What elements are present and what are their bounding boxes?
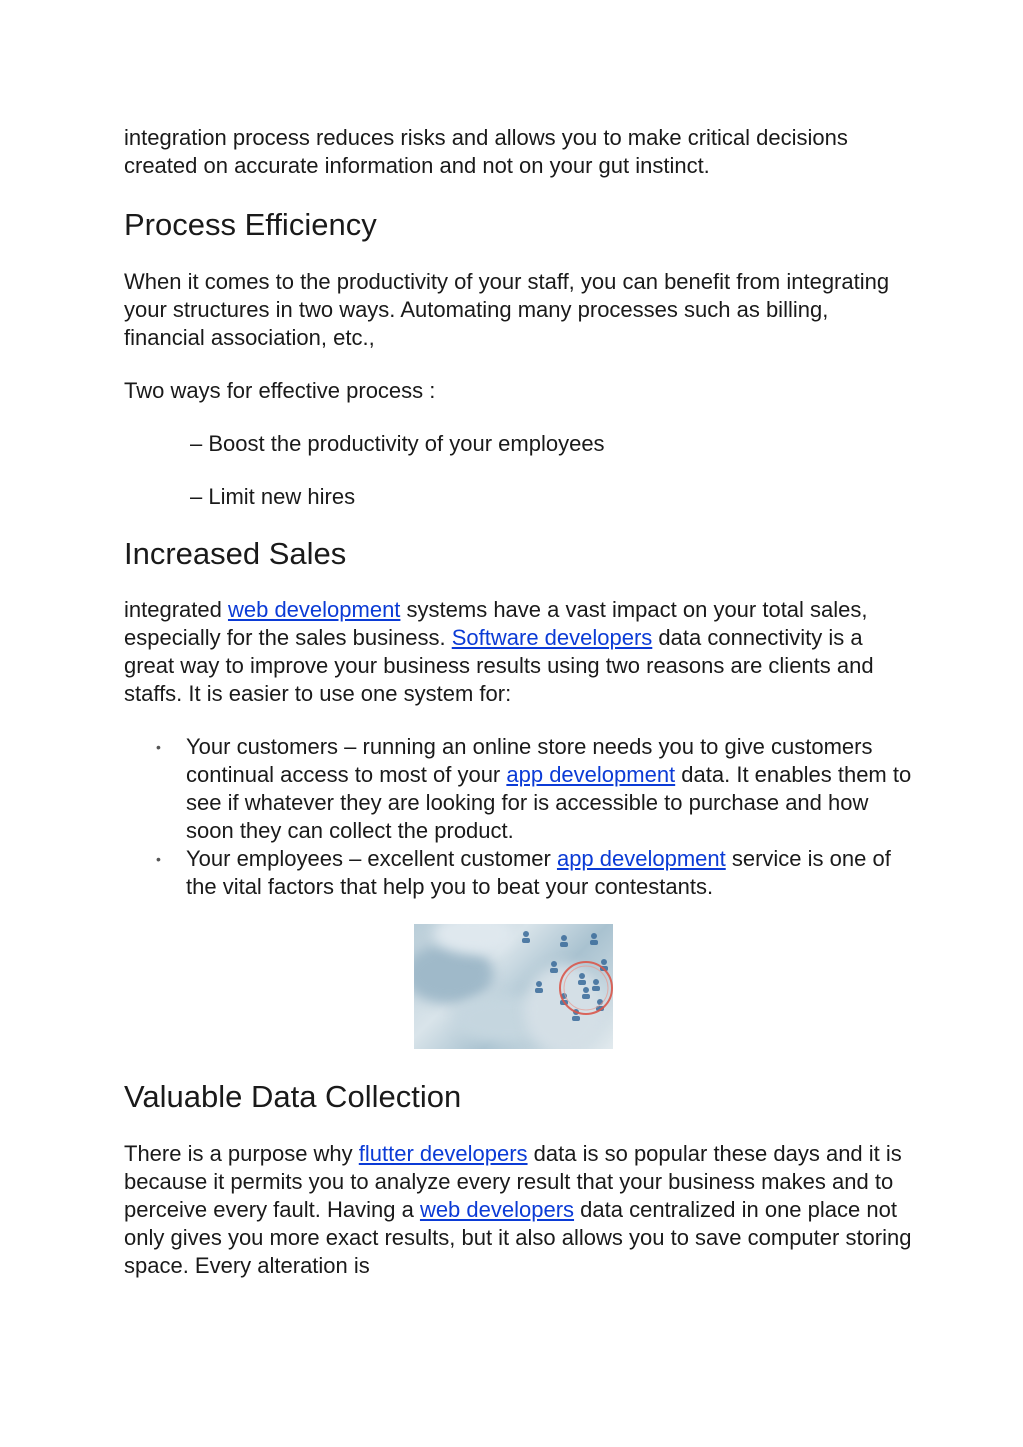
process-paragraph: When it comes to the productivity of your staff, you can benefit from integrating your structures in two ways. Automating many processes such as billing, financial association, etc., <box>124 269 890 350</box>
web-development-link[interactable]: web development <box>227 597 401 622</box>
valuable-data-collection-heading: Valuable Data Collection <box>124 1079 462 1114</box>
web-developers-link[interactable]: web developers <box>419 1197 575 1222</box>
document-page <box>124 124 914 1280</box>
intro-paragraph: integration process reduces risks and allows you to make critical decisions created on accurate information and not on your gut instinct. <box>124 125 848 178</box>
software-developers-link[interactable]: Software developers <box>451 625 653 650</box>
sales-paragraph: integrated web development systems have a vast impact on your total sales, especially for the sales business. Software developers data connectivity is a great way to improve your business results using two reasons are clients and staffs. It is easier to use one system for: <box>124 597 874 706</box>
two-ways-text: Two ways for effective process : <box>124 378 436 403</box>
app-development-link[interactable]: app development <box>506 762 676 787</box>
app-development-link-2[interactable]: app development <box>556 846 726 871</box>
figure-container <box>124 924 914 1049</box>
flutter-developers-link[interactable]: flutter developers <box>358 1141 528 1166</box>
process-efficiency-heading: Process Efficiency <box>124 207 377 242</box>
network-people-icon <box>414 924 613 1049</box>
increased-sales-heading: Increased Sales <box>124 536 347 571</box>
list-item-employees: • Your employees – excellent customer app development service is one of the vital factors that help you to beat your contestants. <box>186 845 914 901</box>
sales-bullet-list <box>124 733 914 901</box>
way-item-limit: – Limit new hires <box>190 484 356 509</box>
data-collection-paragraph: There is a purpose why flutter developers data is so popular these days and it is because it permits you to analyze every result that your business makes and to perceive every fault. Having a web developers data centralized in one place not only gives you more exact results, but it also allows you to save computer storing space. Every alteration is <box>124 1141 912 1278</box>
network-people-image <box>414 924 613 1049</box>
way-item-boost: – Boost the productivity of your employees <box>190 431 605 456</box>
list-item-customers: • Your customers – running an online store needs you to give customers continual access to most of your app development data. It enables them to see if whatever they are looking for is accessible to purchase and how soon they can collect the product. <box>186 733 914 845</box>
